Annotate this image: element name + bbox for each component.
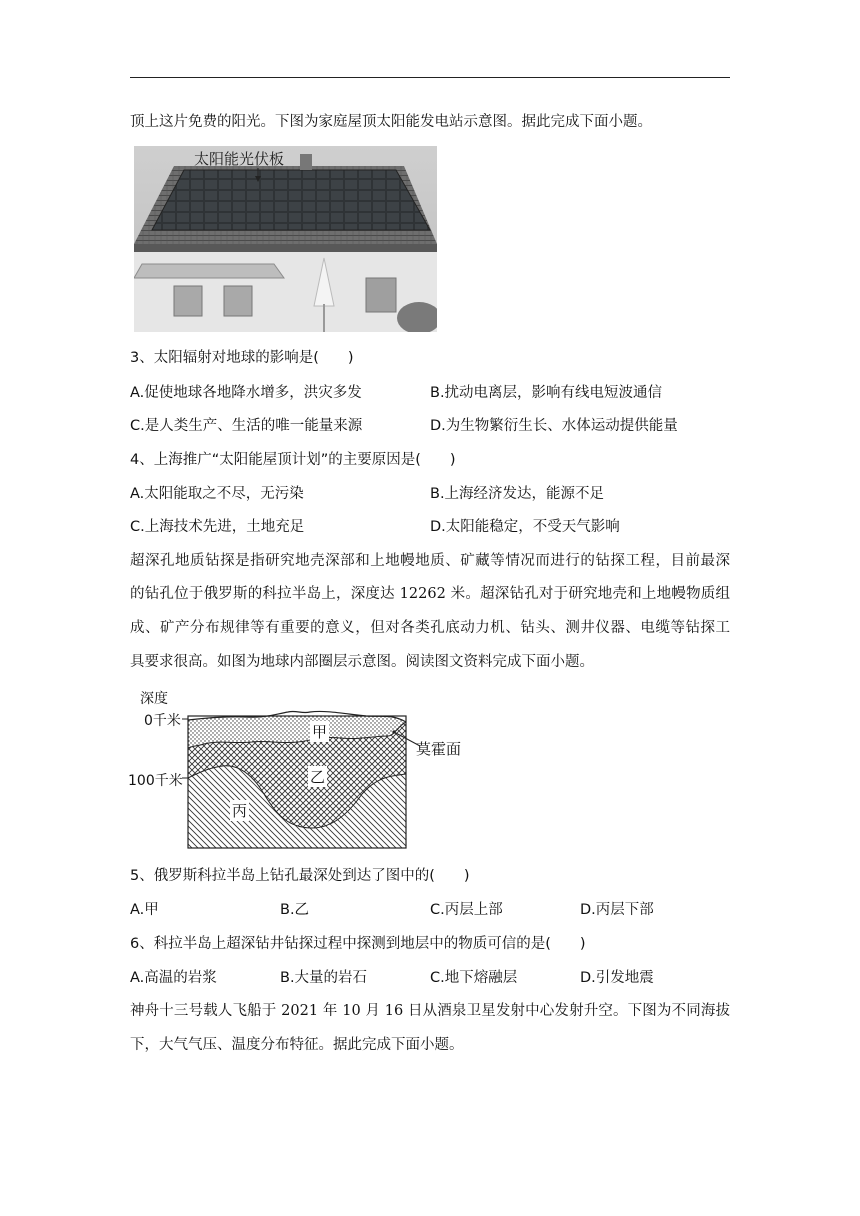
solar-roof-illustration <box>134 146 437 332</box>
header-rule <box>130 77 730 78</box>
question-6-stem: 6、科拉半岛上超深钻井钻探过程中探测到地层中的物质可信的是( ) <box>130 936 586 952</box>
question-6-option-b: B.大量的岩石 <box>280 970 368 986</box>
question-3-option-d: D.为生物繁衍生长、水体运动提供能量 <box>430 418 678 434</box>
question-3-option-c: C.是人类生产、生活的唯一能量来源 <box>130 418 363 434</box>
question-4-option-d: D.太阳能稳定，不受天气影响 <box>430 519 620 535</box>
question-5-stem: 5、俄罗斯科拉半岛上钻孔最深处到达了图中的( ) <box>130 868 470 884</box>
question-6-option-d: D.引发地震 <box>580 970 654 986</box>
question-3-option-b: B.扰动电离层，影响有线电短波通信 <box>430 385 663 401</box>
question-4-option-c: C.上海技术先进，土地充足 <box>130 519 305 535</box>
layer-bing-label: 丙 <box>232 802 248 820</box>
passage-2-line-4: 具要求很高。如图为地球内部圈层示意图。阅读图文资料完成下面小题。 <box>130 654 594 670</box>
passage-2-line-1: 超深孔地质钻探是指研究地壳深部和上地幔地质、矿藏等情况而进行的钻探工程，目前最深 <box>130 553 730 569</box>
question-6-option-c: C.地下熔融层 <box>430 970 518 986</box>
passage-2-line-3: 成、矿产分布规律等有重要的意义，但对各类孔底动力机、钻头、测井仪器、电缆等钻探工 <box>130 620 730 636</box>
depth-tick-100: 100千米 <box>128 773 183 789</box>
passage-2-line-2: 的钻孔位于俄罗斯的科拉半岛上，深度达 12262 米。超深钻孔对于研究地壳和上地幔物质组 <box>130 586 730 602</box>
question-5-option-b: B.乙 <box>280 902 310 918</box>
intro-text: 顶上这片免费的阳光。下图为家庭屋顶太阳能发电站示意图。据此完成下面小题。 <box>130 114 652 130</box>
question-5-option-d: D.丙层下部 <box>580 902 654 918</box>
solar-roof-photo <box>134 146 437 332</box>
question-4-option-a: A.太阳能取之不尽，无污染 <box>130 486 304 502</box>
question-3-option-a: A.促使地球各地降水增多，洪灾多发 <box>130 385 362 401</box>
question-3-stem: 3、太阳辐射对地球的影响是( ) <box>130 350 354 366</box>
question-4-stem: 4、上海推广“太阳能屋顶计划”的主要原因是( ) <box>130 452 456 468</box>
question-5-option-a: A.甲 <box>130 902 159 918</box>
solar-panel-label: 太阳能光伏板 <box>194 150 285 168</box>
question-5-option-c: C.丙层上部 <box>430 902 503 918</box>
passage-3-line-1: 神舟十三号载人飞船于 2021 年 10 月 16 日从酒泉卫星发射中心发射升空。下图为不同海拔 <box>130 1003 730 1019</box>
question-6-option-a: A.高温的岩浆 <box>130 970 217 986</box>
earth-layers-diagram <box>126 686 486 852</box>
passage-3-line-2: 下，大气气压、温度分布特征。据此完成下面小题。 <box>130 1037 464 1053</box>
moho-label: 莫霍面 <box>416 740 462 758</box>
layer-jia-label: 甲 <box>312 723 328 741</box>
layer-yi-label: 乙 <box>310 768 326 786</box>
depth-tick-0: 0千米 <box>144 713 181 729</box>
depth-axis-label: 深度 <box>140 691 168 707</box>
question-4-option-b: B.上海经济发达，能源不足 <box>430 486 605 502</box>
